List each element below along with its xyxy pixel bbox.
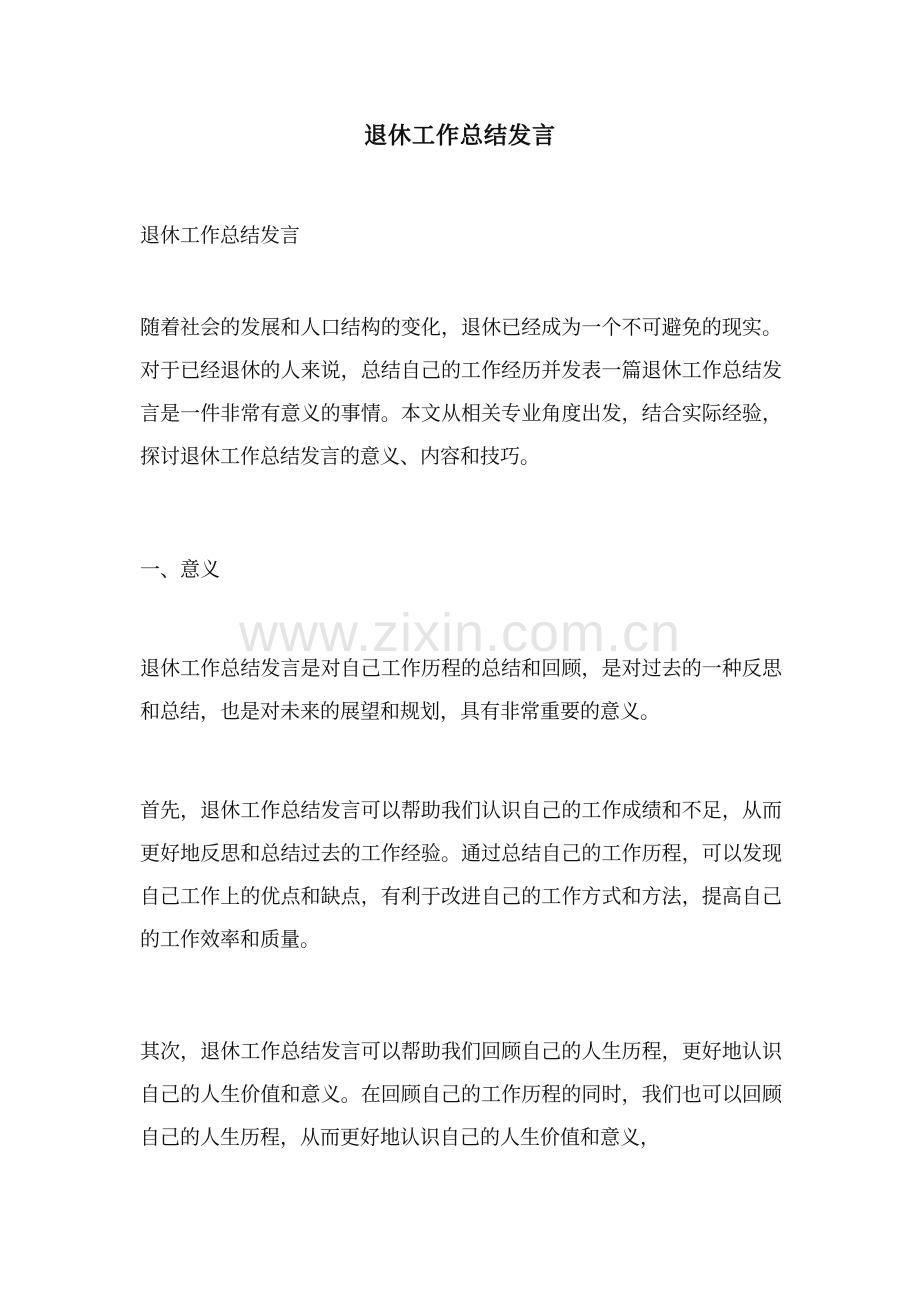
meaning-paragraph: 退休工作总结发言是对自己工作历程的总结和回顾，是对过去的一种反思和总结，也是对未来的展望和规划，具有非常重要的意义。 [140,656,782,723]
document-title: 退休工作总结发言 [364,122,556,149]
intro-paragraph: 随着社会的发展和人口结构的变化，退休已经成为一个不可避免的现实。对于已经退休的人来说，总结自己的工作经历并发表一篇退休工作总结发言是一件非常有意义的事情。本文从相关专业角度出发，结合实际经验，探讨退休工作总结发言的意义、内容和技巧。 [140,315,782,468]
second-point-paragraph: 其次，退休工作总结发言可以帮助我们回顾自己的人生历程，更好地认识自己的人生价值和意义。在回顾自己的工作历程的同时，我们也可以回顾自己的人生历程，从而更好地认识自己的人生价值和意义， [140,1039,782,1149]
first-point-paragraph: 首先，退休工作总结发言可以帮助我们认识自己的工作成绩和不足，从而更好地反思和总结过去的工作经验。通过总结自己的工作历程，可以发现自己工作上的优点和缺点，有利于改进自己的工作方式和方法，提高自己的工作效率和质量。 [140,798,782,951]
watermark: www.zixin.com.cn [238,603,682,663]
section-heading-meaning: 一、意义 [140,557,220,581]
document-subtitle: 退休工作总结发言 [140,223,300,247]
